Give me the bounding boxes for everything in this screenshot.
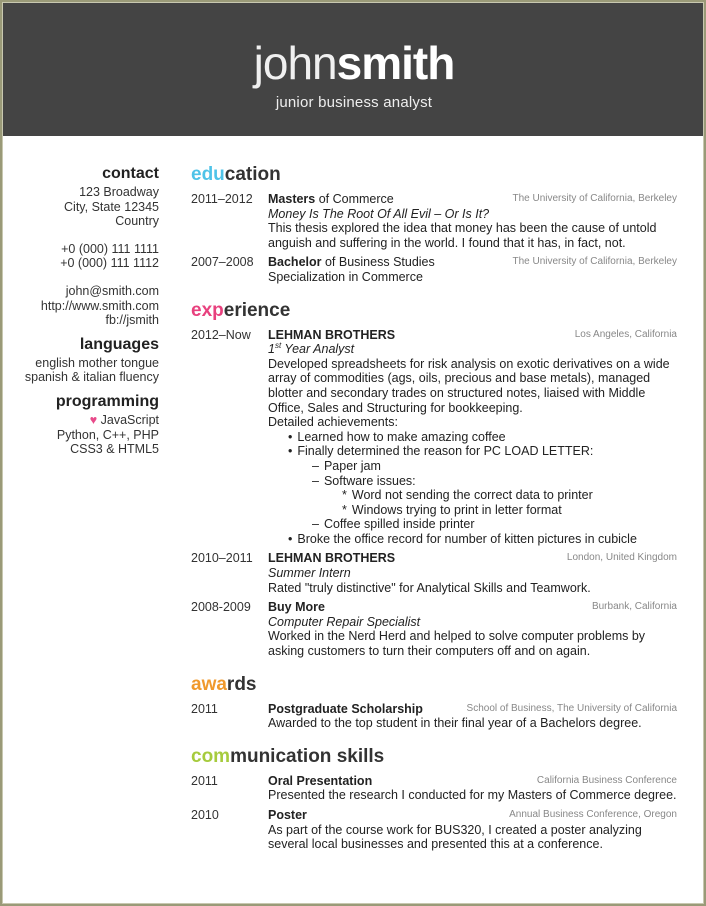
education-entry: [191, 255, 677, 284]
entry-description: Worked in the Nerd Herd and helped to solve computer problems by asking customers to turn their computers off and on again.: [268, 629, 646, 659]
title-rest: munication skills: [230, 745, 385, 767]
entry-description: Awarded to the top student in their final year of a Bachelors degree.: [268, 716, 642, 731]
role-num: 1: [268, 342, 275, 357]
sidebar: [3, 163, 159, 457]
email-link[interactable]: john@smith.com: [65, 283, 159, 298]
experience-entry: [191, 328, 677, 547]
education-entry: [191, 192, 677, 250]
sub-sub-list: [312, 488, 677, 517]
achievements-label: Detailed achievements:: [268, 415, 398, 430]
list-item-text: Windows trying to print in letter format: [351, 502, 562, 517]
language-item: spanish & italian fluency: [24, 370, 159, 385]
full-name: [3, 37, 704, 89]
entry-date: 2007–2008: [191, 255, 254, 270]
heart-icon: ♥: [89, 412, 98, 427]
job-title: junior business analyst: [275, 94, 433, 111]
list-item: [288, 444, 677, 532]
achievements-list: [268, 430, 677, 547]
entry-date: 2011: [191, 701, 218, 716]
entry-description: Rated "truly distinctive" for Analytical Skills and Teamwork.: [268, 580, 591, 595]
degree-field: of Business Studies: [321, 255, 435, 270]
entry-date: 2011–2012: [191, 192, 253, 206]
title-rest: cation: [224, 164, 281, 185]
entry-location: California Business Conference: [536, 774, 677, 786]
entry-location: Annual Business Conference, Oregon: [509, 809, 677, 820]
programming-item: CSS3 & HTML5: [70, 442, 159, 457]
title-accent: edu: [191, 164, 225, 185]
experience-entry: [191, 551, 677, 595]
skill-entry: [191, 774, 677, 803]
degree: Bachelor: [268, 255, 322, 270]
language-item: english mother tongue: [35, 355, 159, 370]
role-title: Summer Intern: [268, 566, 351, 581]
website-link[interactable]: http://www.smith.com: [40, 298, 159, 313]
programming-item: Python, C++, PHP: [56, 427, 159, 442]
sub-list: [288, 459, 677, 532]
entry-location: The University of California, Berkeley: [512, 193, 677, 204]
address-line: City, State 12345: [64, 199, 159, 214]
last-name: smith: [336, 37, 455, 89]
list-item-text: Software issues:: [323, 473, 416, 488]
entry-location: Burbank, California: [591, 601, 677, 613]
entry-date: 2012–Now: [191, 327, 251, 342]
entry-date: 2008-2009: [191, 600, 251, 615]
list-item-text: Coffee spilled inside printer: [323, 517, 475, 532]
first-name: john: [253, 37, 337, 89]
list-item: [312, 517, 677, 532]
degree: Masters: [268, 192, 316, 206]
entry-date: 2010–2011: [191, 551, 253, 566]
phone-number: +0 (000) 111 1112: [60, 256, 159, 271]
list-item: [342, 488, 677, 503]
experience-entry: [191, 600, 677, 658]
section-title: [191, 745, 677, 769]
contact-heading: contact: [102, 165, 159, 182]
entry-date: 2010: [191, 808, 219, 822]
list-item: [288, 532, 677, 547]
entry-description: Presented the research I conducted for my Masters of Commerce degree.: [268, 788, 677, 803]
company-name: Buy More: [268, 600, 325, 615]
list-item-text: Paper jam: [323, 458, 381, 473]
skill-entry: [191, 808, 677, 852]
section-title: [191, 673, 677, 697]
role-title: [268, 342, 677, 357]
education-section: [191, 163, 677, 285]
degree-field: of Commerce: [315, 192, 394, 206]
communication-section: [191, 745, 677, 852]
entry-description: Developed spreadsheets for risk analysis on exotic derivatives on a wide array of commodities (ags, oils, precious and base metals), managed blotter and secondary trades on structured notes, liaised with Middle Office, Sales and Structuring for bookkeeping.: [268, 356, 670, 415]
list-item: [342, 503, 677, 518]
phone-number: +0 (000) 111 1111: [61, 241, 159, 256]
entry-location: Los Angeles, California: [574, 328, 677, 340]
entry-description: As part of the course work for BUS320, I created a poster analyzing several local businesses and presented this at a conference.: [268, 822, 642, 852]
languages-heading: languages: [79, 335, 159, 353]
award-entry: [191, 702, 677, 731]
list-item-text: Learned how to make amazing coffee: [297, 429, 506, 444]
resume-page: [2, 2, 704, 904]
list-item-text: Word not sending the correct data to printer: [351, 488, 593, 503]
role-sup: st: [274, 341, 282, 350]
entry-date: 2011: [191, 773, 218, 788]
entry-location: School of Business, The University of California: [466, 702, 677, 714]
list-item-text: Broke the office record for number of kitten pictures in cubicle: [297, 531, 637, 546]
section-title: [191, 299, 677, 323]
list-item: [288, 430, 677, 445]
skill-name: Oral Presentation: [268, 773, 373, 788]
title-rest: rds: [226, 673, 257, 695]
address-line: Country: [115, 214, 159, 229]
title-accent: awa: [191, 673, 227, 695]
programming-heading: programming: [55, 392, 159, 410]
thesis-title: Money Is The Root Of All Evil – Or Is It?: [268, 206, 490, 221]
entry-location: The University of California, Berkeley: [512, 256, 677, 268]
skill-name: Poster: [268, 808, 307, 822]
main-content: [191, 163, 677, 866]
role-title: Computer Repair Specialist: [268, 614, 421, 629]
list-item-text: Finally determined the reason for PC LOAD LETTER:: [297, 444, 594, 459]
list-item: [312, 474, 677, 518]
award-name: Postgraduate Scholarship: [268, 701, 423, 716]
role-rest: Year Analyst: [281, 342, 355, 357]
title-accent: exp: [191, 299, 224, 321]
title-rest: erience: [223, 299, 291, 321]
address-line: 123 Broadway: [79, 185, 159, 199]
programming-item: [3, 413, 159, 428]
entry-description: This thesis explored the idea that money has been the cause of untold anguish and suffering in the world. I found that it has, in fact, not.: [268, 221, 657, 250]
experience-section: [191, 299, 677, 659]
entry-location: London, United Kingdom: [566, 552, 677, 564]
resume-header: [3, 3, 704, 136]
company-name: LEHMAN BROTHERS: [268, 327, 396, 342]
title-accent: com: [191, 745, 231, 767]
awards-section: [191, 673, 677, 731]
company-name: LEHMAN BROTHERS: [268, 551, 396, 566]
facebook-link[interactable]: fb://jsmith: [105, 313, 159, 328]
list-item: [312, 459, 677, 474]
programming-item-label: JavaScript: [100, 412, 159, 427]
entry-description: Specialization in Commerce: [268, 269, 423, 284]
section-title: [191, 163, 677, 187]
